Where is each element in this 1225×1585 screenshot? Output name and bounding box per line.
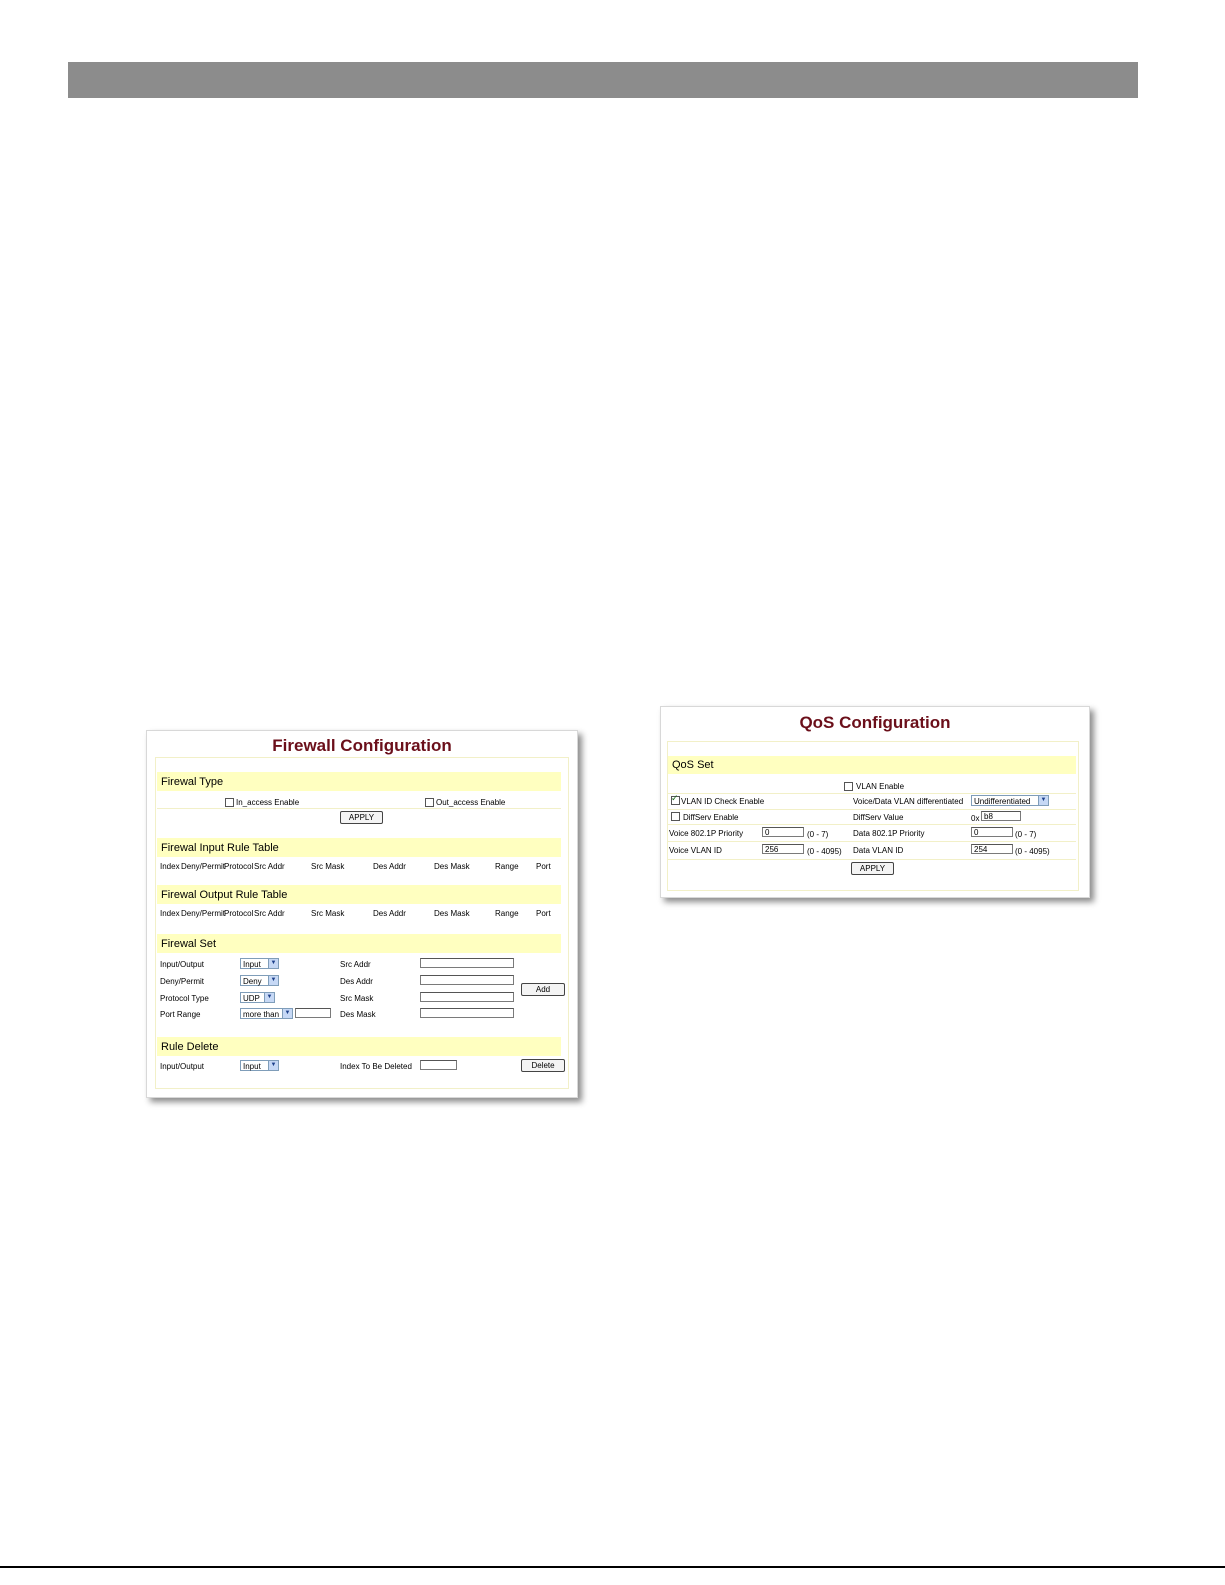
voice-priority-input[interactable]: 0: [762, 827, 804, 837]
data-vlan-input[interactable]: 254: [971, 844, 1013, 854]
divider: [668, 824, 1076, 825]
input-col-deny-permit: Deny/Permit: [181, 862, 226, 871]
firewall-type-header: Firewal Type: [157, 772, 561, 791]
diffserv-prefix: 0x: [971, 814, 980, 823]
set-protocol-value: UDP: [243, 994, 260, 1003]
set-deny-permit-select[interactable]: [240, 975, 279, 986]
set-deny-permit-label: Deny/Permit: [160, 977, 205, 986]
data-priority-label: Data 802.1P Priority: [853, 829, 925, 838]
set-protocol-select[interactable]: [240, 992, 275, 1003]
src-mask-input[interactable]: [420, 992, 514, 1002]
divider: [668, 841, 1076, 842]
qos-set-header: QoS Set: [668, 756, 1076, 774]
input-col-port: Port: [536, 862, 551, 871]
set-port-range-select[interactable]: [240, 1008, 293, 1019]
src-addr-label: Src Addr: [340, 960, 371, 969]
output-col-src-mask: Src Mask: [311, 909, 345, 918]
des-addr-input[interactable]: [420, 975, 514, 985]
input-rule-table-header: Firewal Input Rule Table: [157, 838, 561, 857]
delete-input-output-select[interactable]: [240, 1060, 279, 1071]
divider: [668, 859, 1076, 860]
chevron-down-icon: ▼: [264, 993, 274, 1002]
input-col-range: Range: [495, 862, 519, 871]
voice-priority-label: Voice 802.1P Priority: [669, 829, 744, 838]
data-vlan-range: (0 - 4095): [1015, 847, 1050, 856]
delete-input-output-value: Input: [243, 1062, 261, 1071]
index-to-delete-input[interactable]: [420, 1060, 457, 1070]
output-col-des-addr: Des Addr: [373, 909, 406, 918]
top-banner: [68, 62, 1138, 98]
chevron-down-icon: ▼: [1038, 796, 1048, 805]
chevron-down-icon: ▼: [268, 976, 278, 985]
output-col-src-addr: Src Addr: [254, 909, 285, 918]
data-priority-range: (0 - 7): [1015, 830, 1037, 839]
set-deny-permit-value: Deny: [243, 977, 262, 986]
firewall-apply-button[interactable]: APPLY: [340, 811, 383, 824]
src-mask-label: Src Mask: [340, 994, 374, 1003]
qos-title: QoS Configuration: [799, 713, 951, 732]
firewall-title: Firewall Configuration: [272, 736, 452, 755]
output-col-port: Port: [536, 909, 551, 918]
vlan-id-check-checkbox[interactable]: [671, 796, 680, 805]
qos-apply-button[interactable]: APPLY: [851, 862, 894, 875]
output-col-range: Range: [495, 909, 519, 918]
vlan-enable-checkbox[interactable]: [844, 782, 853, 791]
output-col-protocol: Protocol: [224, 909, 254, 918]
input-col-des-addr: Des Addr: [373, 862, 406, 871]
des-addr-label: Des Addr: [340, 977, 373, 986]
data-priority-input[interactable]: 0: [971, 827, 1013, 837]
voice-priority-range: (0 - 7): [807, 830, 829, 839]
set-port-range-value: more than: [243, 1010, 280, 1019]
in-access-checkbox[interactable]: [225, 798, 234, 807]
footer-rule: [0, 1566, 1225, 1568]
firewall-configuration-panel: [146, 730, 578, 1098]
set-port-range-label: Port Range: [160, 1010, 201, 1019]
chevron-down-icon: ▼: [268, 959, 278, 968]
diffserv-enable-label: DiffServ Enable: [683, 813, 739, 822]
src-addr-input[interactable]: [420, 958, 514, 968]
set-protocol-label: Protocol Type: [160, 994, 209, 1003]
chevron-down-icon: ▼: [282, 1009, 292, 1018]
index-to-delete-label: Index To Be Deleted: [340, 1062, 412, 1071]
qos-configuration-panel: [660, 706, 1090, 898]
diffserv-enable-checkbox[interactable]: [671, 812, 680, 821]
des-mask-label: Des Mask: [340, 1010, 376, 1019]
input-col-index: Index: [160, 862, 180, 871]
delete-input-output-label: Input/Output: [160, 1062, 205, 1071]
delete-button[interactable]: Delete: [521, 1059, 565, 1072]
divider: [668, 793, 1076, 794]
voice-data-vlan-select[interactable]: [971, 795, 1049, 806]
data-vlan-label: Data VLAN ID: [853, 846, 904, 855]
divider: [668, 809, 1076, 810]
output-rule-table-header: Firewal Output Rule Table: [157, 885, 561, 904]
input-col-des-mask: Des Mask: [434, 862, 470, 871]
voice-vlan-label: Voice VLAN ID: [669, 846, 722, 855]
rule-delete-header: Rule Delete: [157, 1037, 561, 1056]
voice-data-vlan-value: Undifferentiated: [974, 797, 1031, 806]
output-col-des-mask: Des Mask: [434, 909, 470, 918]
out-access-label: Out_access Enable: [436, 798, 506, 807]
output-col-deny-permit: Deny/Permit: [181, 909, 226, 918]
firewall-set-header: Firewal Set: [157, 934, 561, 953]
vlan-id-check-label: VLAN ID Check Enable: [681, 797, 765, 806]
voice-vlan-input[interactable]: 256: [762, 844, 804, 854]
vlan-enable-label: VLAN Enable: [856, 782, 905, 791]
diffserv-value-label: DiffServ Value: [853, 813, 904, 822]
voice-vlan-range: (0 - 4095): [807, 847, 842, 856]
input-col-src-mask: Src Mask: [311, 862, 345, 871]
diffserv-value-input[interactable]: b8: [981, 811, 1021, 821]
output-col-index: Index: [160, 909, 180, 918]
voice-data-vlan-label: Voice/Data VLAN differentiated: [853, 797, 964, 806]
set-input-output-value: Input: [243, 960, 261, 969]
in-access-label: In_access Enable: [236, 798, 300, 807]
input-col-protocol: Protocol: [224, 862, 254, 871]
des-mask-input[interactable]: [420, 1008, 514, 1018]
divider: [157, 808, 561, 809]
set-input-output-label: Input/Output: [160, 960, 205, 969]
input-col-src-addr: Src Addr: [254, 862, 285, 871]
port-input[interactable]: [295, 1008, 331, 1018]
set-input-output-select[interactable]: [240, 958, 279, 969]
chevron-down-icon: ▼: [268, 1061, 278, 1070]
add-button[interactable]: Add: [521, 983, 565, 996]
out-access-checkbox[interactable]: [425, 798, 434, 807]
